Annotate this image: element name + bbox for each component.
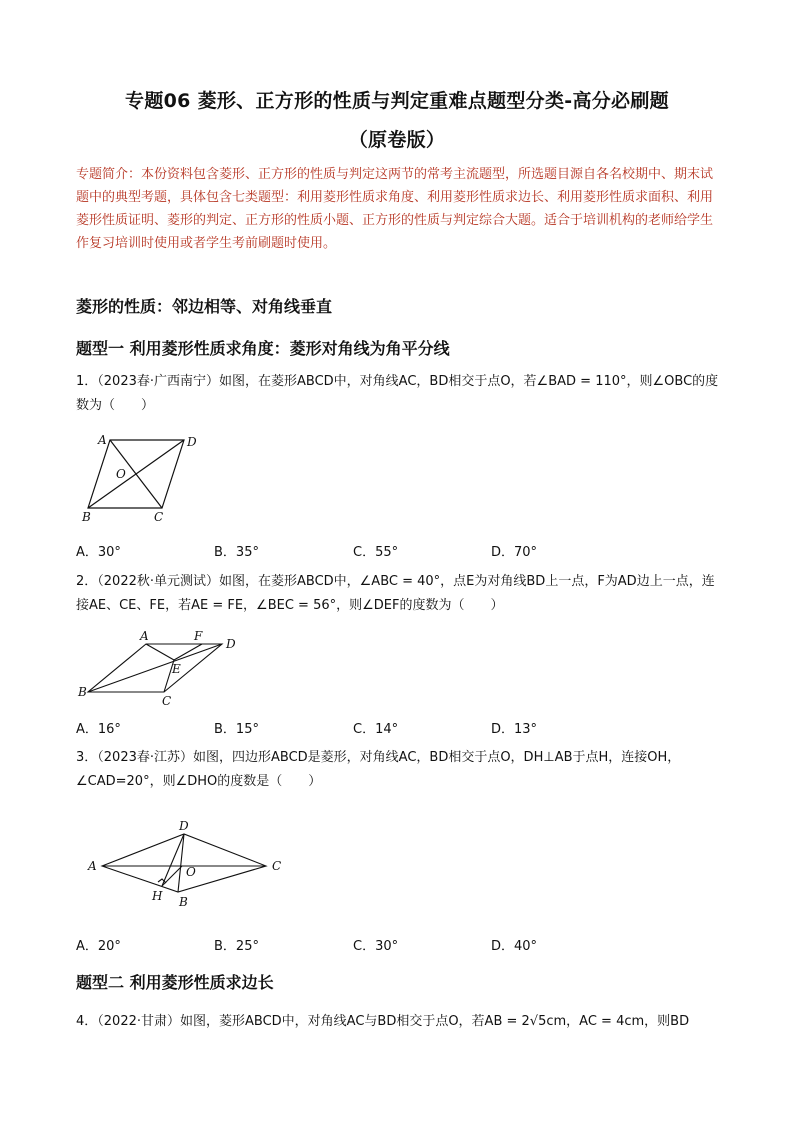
q1-label-o: O — [116, 467, 126, 481]
intro-paragraph: 专题简介：本份资料包含菱形、正方形的性质与判定这两节的常考主流题型，所选题目源自各名校期中、期末试题中的典型考题，具体包含七类题型：利用菱形性质求角度、利用菱形性质求边长、利用菱形性质求面积、利用菱形性质证明、菱形的判定、正方形的性质小题、正方形的性质与判定综合大题。适合于培训机构的老师给学生作复习培训时使用或者学生考前刷题时使用。 — [76, 167, 714, 251]
q2-label-c: C — [162, 694, 172, 708]
q3-label-a: A — [88, 859, 97, 873]
document-title: 专题06 菱形、正方形的性质与判定重难点题型分类-高分必刷题 — [125, 90, 669, 112]
q2-label-f: F — [194, 629, 203, 643]
q1-figure — [76, 432, 206, 524]
q2-label-d: D — [226, 637, 236, 651]
q1-label-d: D — [187, 435, 197, 449]
type1-heading: 题型一 利用菱形性质求角度：菱形对角线为角平分线 — [76, 339, 450, 358]
q3-label-c: C — [272, 859, 282, 873]
q2-option-c: C．14° — [353, 722, 399, 737]
section-heading: 菱形的性质：邻边相等、对角线垂直 — [76, 297, 333, 316]
q3-text: 3．（2023春·江苏）如图，四边形ABCD是菱形，对角线AC，BD相交于点O，DH⊥AB于点H，连接OH，∠CAD=20°，则∠DHO的度数是（ ） — [76, 750, 681, 789]
q1-label-a: A — [98, 433, 107, 447]
q3-label-b: B — [179, 895, 188, 909]
q3-figure — [82, 818, 292, 912]
q2-option-b: B．15° — [214, 722, 259, 737]
q2-option-d: D．13° — [491, 722, 538, 737]
q3-label-d: D — [179, 819, 189, 833]
q1-option-b: B．35° — [214, 545, 259, 560]
q2-label-b: B — [78, 685, 87, 699]
q3-label-h: H — [152, 889, 163, 903]
q4-text: 4．（2022·甘肃）如图，菱形ABCD中，对角线AC与BD相交于点O，若AB = 2√5cm，AC = 4cm，则BD — [76, 1014, 690, 1029]
q3-option-a: A．20° — [76, 939, 121, 954]
q3-option-c: C．30° — [353, 939, 399, 954]
q3-option-d: D．40° — [491, 939, 538, 954]
q2-figure — [76, 626, 246, 710]
q1-text: 1．（2023春·广西南宁）如图，在菱形ABCD中，对角线AC，BD相交于点O，若∠BAD = 110°，则∠OBC的度数为（ ） — [76, 374, 719, 413]
document-subtitle: （原卷版） — [348, 129, 446, 151]
q2-label-a: A — [140, 629, 149, 643]
q2-option-a: A．16° — [76, 722, 121, 737]
q1-label-c: C — [154, 510, 164, 524]
q2-text: 2．（2022秋·单元测试）如图，在菱形ABCD中，∠ABC = 40°，点E为对角线BD上一点，F为AD边上一点，连接AE、CE、FE，若AE = FE，∠BEC = 56°，则∠DEF的度数为（ ） — [76, 574, 715, 613]
q3-label-o: O — [186, 865, 196, 879]
q3-option-b: B．25° — [214, 939, 259, 954]
type2-heading: 题型二 利用菱形性质求边长 — [76, 973, 274, 992]
q1-option-a: A．30° — [76, 545, 121, 560]
q1-option-c: C．55° — [353, 545, 399, 560]
q1-option-d: D．70° — [491, 545, 538, 560]
q1-label-b: B — [82, 510, 91, 524]
q2-label-e: E — [172, 662, 181, 676]
